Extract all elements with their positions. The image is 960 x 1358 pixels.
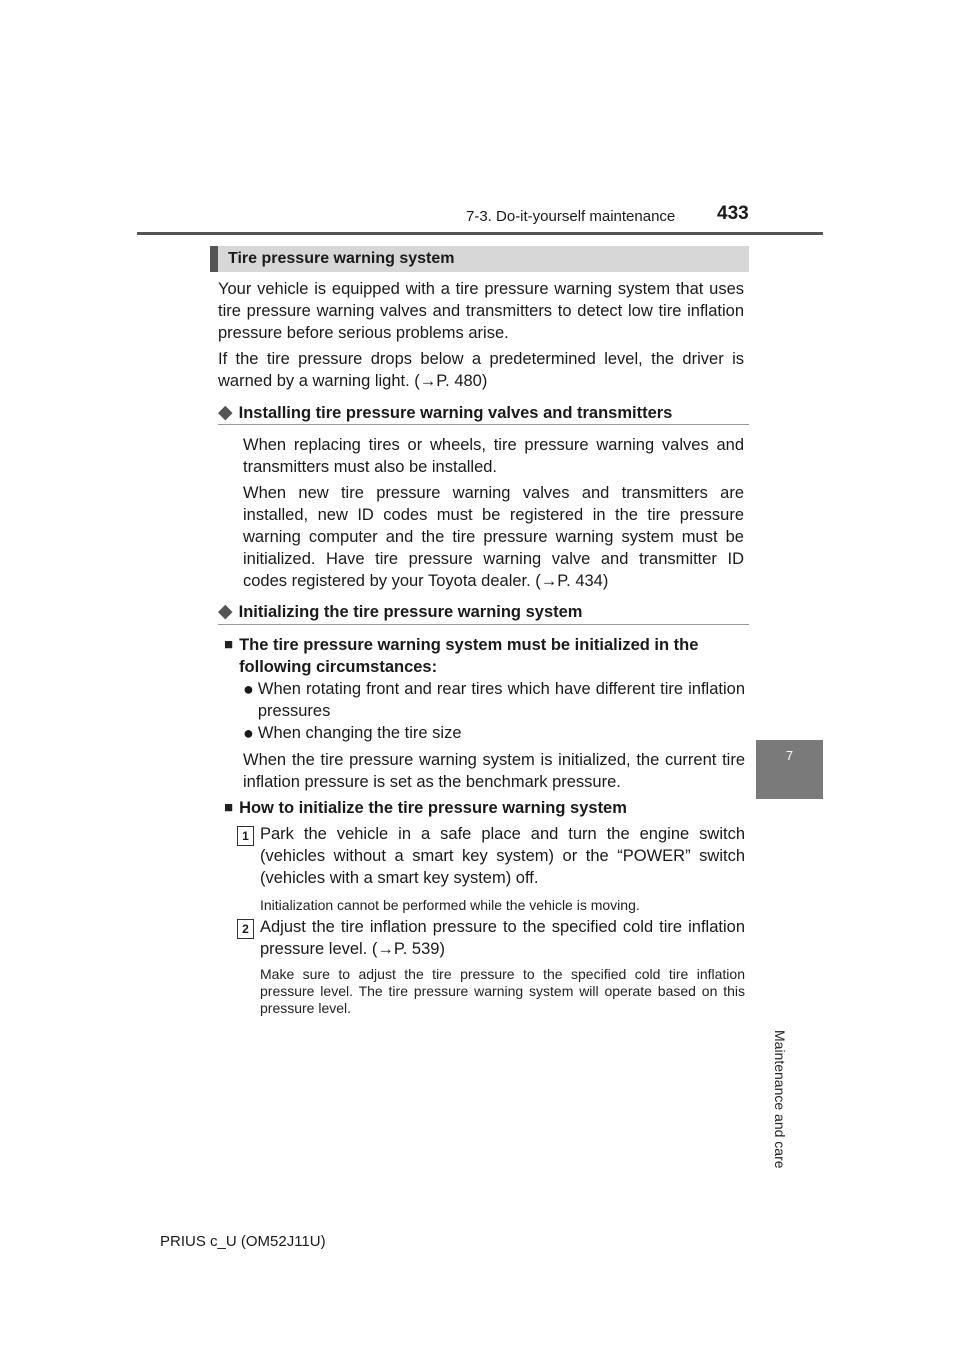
bullet-item-text: When changing the tire size [257,724,462,742]
step-number-2: 2 [237,919,254,939]
diamond-icon: ◆ [218,601,233,622]
diamond-icon: ◆ [218,402,233,423]
step-2-text: Adjust the tire inflation pressure to the specified cold tire inflation pressure level. (→P. 539) [260,918,745,958]
square-bullet-icon: ■ [224,636,234,653]
step-number-1: 1 [237,826,254,846]
installing-paragraph-1: When replacing tires or wheels, tire pressure warning valves and transmitters must also be installed. [243,436,744,476]
subsection-installing-title: Installing tire pressure warning valves and transmitters [238,404,673,422]
how-to-initialize-heading [224,797,627,819]
chapter-tab-label: Maintenance and care [772,1030,788,1169]
square-bullet-icon: ■ [224,799,234,816]
section-title: Tire pressure warning system [210,246,749,272]
subsection-rule [218,424,749,425]
chapter-tab-number: 7 [785,748,794,763]
header-rule [137,232,823,235]
installing-paragraph-2: When new tire pressure warning valves and transmitters are installed, new ID codes must be registered in the tire pressure warning computer and the tire pressure warning system must be initialized. Have tire pressure warning valve and transmitter ID codes registered by your Toyota dealer. (→P. 434) [243,484,744,590]
bullet-item [243,678,745,722]
intro-paragraph-1: Your vehicle is equipped with a tire pressure warning system that uses tire pressure warning valves and transmitters to detect low tire inflation pressure before serious problems arise. [218,280,744,342]
bullet-item-text: When rotating front and rear tires which have different tire inflation pressures [257,680,745,720]
page-number: 433 [717,203,749,224]
step-1-text: Park the vehicle in a safe place and turn the engine switch (vehicles without a smart key system) or the “POWER” switch (vehicles with a smart key system) off. [260,825,745,887]
subsection-initializing [218,600,582,623]
bullet-item [243,722,462,744]
subsection-initializing-title: Initializing the tire pressure warning system [238,603,583,621]
subsection-installing [218,401,672,424]
initialize-circumstances-text: The tire pressure warning system must be initialized in the following circumstances: [239,636,699,676]
how-to-initialize-text: How to initialize the tire pressure warning system [239,799,627,817]
header-section-title: 7-3. Do-it-yourself maintenance [466,208,676,225]
benchmark-paragraph: When the tire pressure warning system is initialized, the current tire inflation pressure is set as the benchmark pressure. [243,751,745,791]
footer-model-code: PRIUS c_U (OM52J11U) [160,1233,326,1250]
step-2-note: Make sure to adjust the tire pressure to the specified cold tire inflation pressure level. The tire pressure warning system will operate based on this pressure level. [260,966,745,1016]
step-1-note: Initialization cannot be performed while the vehicle is moving. [260,897,640,913]
subsection-rule [218,624,749,625]
intro-paragraph-2: If the tire pressure drops below a predetermined level, the driver is warned by a warning light. (→P. 480) [218,350,744,390]
initialize-circumstances-heading [224,634,745,678]
dot-bullet-icon: ● [243,723,254,743]
dot-bullet-icon: ● [243,679,254,699]
